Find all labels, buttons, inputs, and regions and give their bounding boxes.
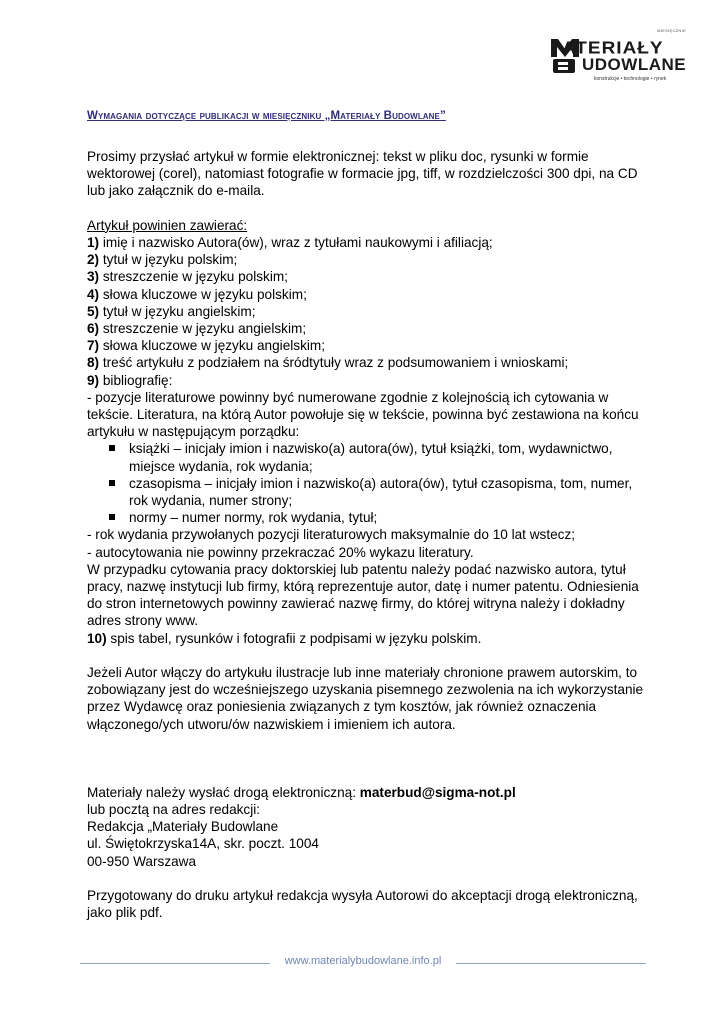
requirements-list: [87, 234, 647, 389]
page-footer: [80, 955, 646, 971]
list-item-10: 10) spis tabel, rysunków i fotografii z podpisami w języku polskim.: [87, 630, 482, 646]
intro-paragraph: Prosimy przysłać artykuł w formie elektronicznej: tekst w pliku doc, rysunki w formie wektorowej (corel), natomiast fotografie w formacie jpg, tiff, w rozdzielczości 300 dpi, na CD lub jako załącznik do e-maila.: [87, 149, 638, 199]
bullet-item: książki – inicjały imion i nazwisko(a) autora(ów), tytuł książki, tom, wydawnictwo, miejsce wydania, rok wydania;: [87, 440, 647, 474]
list-item: 8) treść artykułu z podziałem na śródtytuły wraz z podsumowaniem i wnioskami;: [87, 355, 569, 371]
address-line: Redakcja „Materiały Budowlane: [87, 819, 279, 835]
bibliography-rule-age: - rok wydania przywołanych pozycji literaturowych maksymalnie do 10 lat wstecz;: [87, 527, 576, 543]
list-item: 4) słowa kluczowe w języku polskim;: [87, 286, 307, 302]
logo-tagline: MIESIĘCZNIK: [657, 28, 686, 33]
copyright-paragraph: Jeżeli Autor włączy do artykułu ilustracje lub inne materiały chronione prawem autorskim, to zobowiązany jest do wcześniejszego uzyskania pisemnego zezwolenia na ich wykorzystanie przez Wydawcę oraz poniesienia związanych z tym kosztów, jak również oznaczenia włączonego/ych utworu/ów nazwiskiem i imieniem ich autora.: [87, 665, 644, 732]
list-item: 1) imię i nazwisko Autora(ów), wraz z tytułami naukowymi i afiliacją;: [87, 235, 493, 250]
closing-paragraph: Przygotowany do druku artykuł redakcja wysyła Autorowi do akceptacji drogą elektroniczną, jako plik pdf.: [87, 888, 638, 921]
bullet-square-icon: [109, 480, 115, 486]
bullet-item: normy – numer normy, rok wydania, tytuł;: [87, 509, 647, 526]
list-item: 6) streszczenie w języku angielskim;: [87, 321, 307, 337]
logo-subtitle: konstrukcje • technologie • rynek: [594, 76, 667, 82]
footer-divider: [80, 963, 270, 964]
bibliography-rule-selfcite: - autocytowania nie powinny przekraczać 20% wykazu literatury.: [87, 544, 474, 560]
bibliography-intro: - pozycje literaturowe powinny być numerowane zgodnie z kolejnością ich cytowania w tekście. Literatura, na którą Autor powołuje się w tekście, powinna być zestawiona na końcu artykułu w następującym porządku:: [87, 389, 639, 440]
list-item: 3) streszczenie w języku polskim;: [87, 269, 288, 285]
bullet-square-icon: [109, 514, 115, 520]
footer-url[interactable]: www.materialybudowlane.info.pl: [284, 955, 442, 967]
list-item: 7) słowa kluczowe w języku angielskim;: [87, 338, 325, 354]
bibliography-note: W przypadku cytowania pracy doktorskiej lub patentu należy podać nazwisko autora, tytuł pracy, nazwę instytucji lub firmy, którą reprezentuje autor, datę i numer patentu. Odniesienia do stron internetowych powinny zawierać nazwę firmy, do której witryna należy i dokładny adres strony www.: [87, 561, 639, 629]
footer-divider: [456, 963, 646, 964]
list-item: 5) tytuł w języku angielskim;: [87, 303, 256, 319]
contact-email[interactable]: materbud@sigma-not.pl: [359, 784, 516, 800]
page-title: Wymagania dotyczące publikacji w miesięczniku „Materiały Budowlane”: [87, 110, 446, 122]
contact-send-line: Materiały należy wysłać drogą elektroniczną: materbud@sigma-not.pl: [87, 784, 516, 800]
contents-heading: Artykuł powinien zawierać:: [87, 217, 248, 233]
list-item: 9) bibliografię:: [87, 372, 173, 388]
publisher-logo: [548, 28, 686, 86]
bullet-item: czasopisma – inicjały imion i nazwisko(a) autora(ów), tytuł czasopisma, tom, numer, rok wydania, numer strony;: [87, 475, 647, 509]
logo-word-materialy: ATERIAŁY: [562, 39, 664, 58]
list-item: 2) tytuł w języku polskim;: [87, 252, 238, 268]
address-line: ul. Świętokrzyska14A, skr. poczt. 1004: [87, 836, 319, 852]
logo-word-budowlane: UDOWLANE: [582, 55, 687, 74]
address-line: 00-950 Warszawa: [87, 853, 197, 869]
document-body: [87, 148, 647, 921]
bibliography-bullets: [87, 440, 647, 526]
bullet-square-icon: [109, 445, 115, 451]
contact-or-post: lub pocztą na adres redakcji:: [87, 802, 261, 818]
